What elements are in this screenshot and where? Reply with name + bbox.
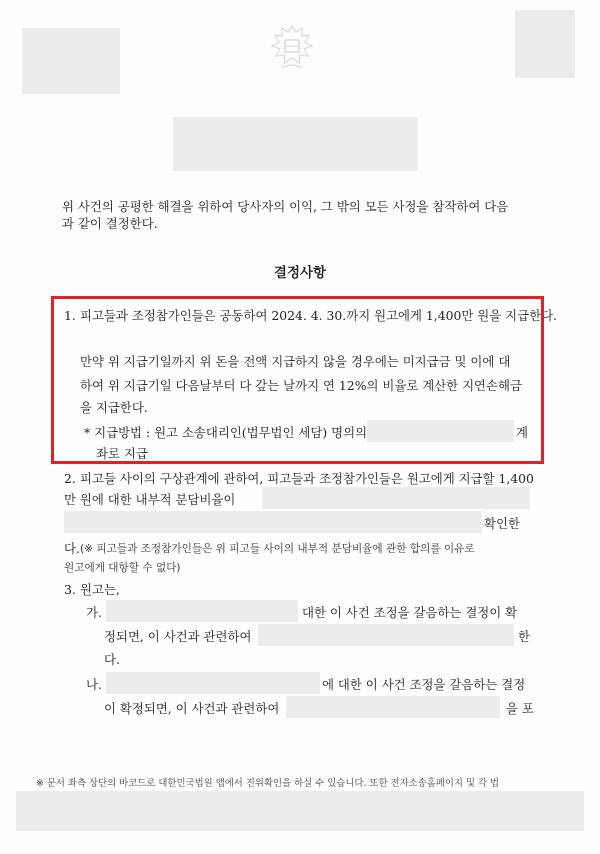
redacted-issue-number	[16, 791, 584, 831]
item2-line-4a: 다.	[64, 541, 80, 556]
redacted-ratio-2	[64, 511, 482, 533]
item3-ga-line-2-end: 한	[518, 629, 530, 644]
footer-note-line-1: ※ 문서 좌측 상단의 바코드로 대한민국법원 앱에서 진위확인을 하실 수 있습니다. 또한 전자소송홈페이지 및 각 법	[36, 778, 500, 789]
redacted-claim-na	[286, 696, 500, 718]
item2-line-1: 피고들 사이의 구상관계에 관하여, 피고들과 조정참가인들은 원고에게 지급할 1,400	[80, 471, 534, 486]
item3-na-line-2: 이 확정되면, 이 사건과 관련하여	[104, 701, 280, 716]
payment-method: * 지급방법 : 원고 소송대리인(법무법인 세담) 명의의	[84, 425, 368, 440]
item2-note-cont: 원고에게 대항할 수 없다)	[64, 562, 181, 574]
item3-na-line-1: 에 대한 이 사건 조정을 갈음하는 결정	[322, 677, 526, 692]
intro-line-1: 위 사건의 공평한 해결을 위하여 당사자의 이익, 그 밖의 모든 사정을 참작하여 다음	[62, 199, 509, 214]
item2-line-3: 확인한	[484, 516, 520, 531]
item3-ga-line-1: 대한 이 사건 조정을 갈음하는 결정이 확	[302, 605, 518, 620]
item3-ga-line-3: 다.	[104, 652, 120, 667]
item3-number: 3.	[64, 582, 76, 597]
item3-ga-line-2: 정되면, 이 사건과 관련하여	[104, 629, 252, 644]
section-title: 결정사항	[273, 265, 327, 281]
item2-number: 2.	[64, 471, 76, 486]
redacted-stamp	[515, 10, 575, 78]
redacted-party-ga	[106, 600, 298, 622]
payment-method-end: 좌로 지급	[96, 446, 148, 461]
redacted-barcode	[22, 28, 120, 94]
item3-intro: 원고는,	[80, 582, 120, 597]
item3-na-label: 나.	[86, 677, 102, 692]
intro-line-2: 과 같이 결정한다.	[62, 216, 158, 231]
item1-line-1: 피고들과 조정참가인들은 공동하여 2024. 4. 30.까지 원고에게 1,400만 원을 지급한다.	[80, 308, 557, 323]
item2-note: (※ 피고들과 조정참가인들은 위 피고들 사이의 내부적 분담비율에 관한 합의를 이유로	[80, 543, 475, 555]
item1-line-2: 만약 위 지급기일까지 위 돈을 전액 지급하지 않을 경우에는 미지급금 및 이에 대	[80, 354, 511, 369]
highlight-box	[51, 296, 544, 464]
item3-na-line-2-end: 을 포	[506, 701, 534, 716]
item1-line-4: 을 지급한다.	[80, 400, 148, 415]
redacted-claim-ga	[258, 624, 514, 646]
item1-line-3: 하여 위 지급기일 다음날부터 다 갚는 날까지 연 12%의 비율로 계산한 지연손해금	[80, 378, 522, 393]
item3-ga-label: 가.	[86, 605, 102, 620]
item1-number: 1.	[64, 308, 76, 323]
redacted-case-header	[173, 117, 418, 171]
item2-line-2: 만 원에 대한 내부적 분담비율이	[64, 492, 236, 507]
payment-method-cont: 계	[516, 425, 528, 440]
redacted-party-na	[106, 672, 320, 694]
redacted-ratio	[262, 487, 530, 509]
court-emblem-icon	[266, 22, 318, 74]
